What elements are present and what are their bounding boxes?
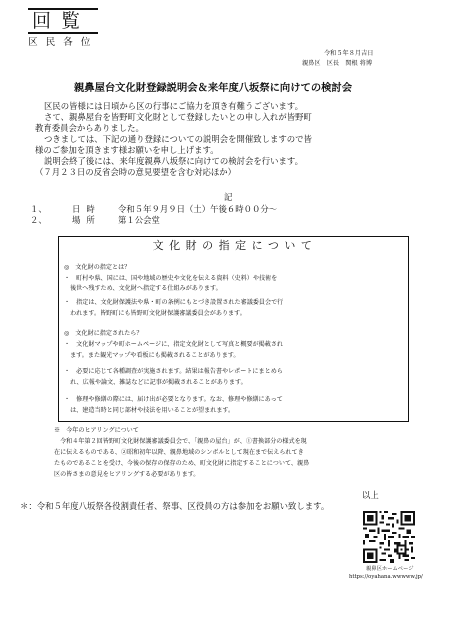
box-line: は、建造当時と同じ部材や技法を用いることが望まれます。: [64, 407, 235, 414]
box-line: ・ 指定は、文化財保護法や県・町の条例にもとづき設置された審議委員会で行: [64, 299, 284, 306]
body-line: さて、親鼻屋台を皆野町文化財として登録したいとの申し入れが皆野町: [44, 112, 312, 122]
box-line: ◎ 文化財に指定されたら？: [64, 330, 143, 337]
issue-date: 令和５年８月吉日: [324, 50, 374, 57]
box-title: 文化財の指定について: [152, 239, 318, 252]
circular-stamp: 回覧: [28, 8, 98, 34]
body-line: つきましては、下記の通り登録についての説明会を開催致しますので皆: [44, 134, 312, 144]
detail-number: ２、: [30, 215, 47, 225]
detail-value: 令和５年９月９日（土）午後６時００分～: [118, 204, 278, 214]
body-line: （７月２３日の反省会時の意見要望を含む対応ほか）: [35, 167, 236, 177]
note-heading: ※ 今年のヒアリングについて: [54, 427, 139, 434]
footnote: ＊：令和５年度八坂祭各役割責任者、祭事、区役員の方は参加をお願い致します。: [20, 501, 330, 511]
detail-label: 日時: [72, 204, 101, 214]
body-line: 説明会終了後には、来年度親鼻八坂祭に向けての検討会を行います。: [44, 156, 303, 166]
note-line: 在に伝えるものである、②昭和初年以降、親鼻地域のシンボルとして現在まで伝えられてき: [54, 449, 304, 456]
detail-number: １、: [30, 204, 47, 214]
qr-code-icon[interactable]: [363, 511, 415, 563]
body-line: 様のご参加を頂きます様お願いを申し上げます。: [35, 145, 219, 155]
detail-value: 第１公会堂: [118, 215, 160, 225]
sender-name: 親鼻区 区長 関根 将博: [302, 60, 373, 67]
box-line: ・ 町村や県、国には、国や地域の歴史や文化を伝える資料（史料）や技術を: [64, 275, 278, 282]
qr-url[interactable]: https://oyahana.wwwww.jp/: [349, 574, 423, 580]
box-line: われます。皆野町にも皆野町文化財保護審議委員会があります。: [64, 310, 246, 317]
detail-label: 場所: [72, 215, 101, 225]
note-line: たものであることを受け、今後の保存の保存のため、町文化財に指定することについて、親鼻: [54, 460, 310, 467]
recipient-label: 区民各位: [28, 37, 99, 48]
qr-caption: 親鼻区ホームページ: [366, 566, 414, 572]
box-line: ます。また観光マップや看板にも掲載されることがあります。: [64, 352, 240, 359]
note-line: 区の皆さまの意見をヒアリングする必要があります。: [54, 471, 200, 478]
box-line: 後世へ残すため、文化財へ指定する仕組みがあります。: [64, 285, 222, 292]
box-line: ◎ 文化財の指定とは？: [64, 264, 131, 271]
box-line: ・ 必要に応じて各種調査が実施されます。結果は報告書やレポートにまとめら: [64, 368, 283, 375]
box-line: れ、広報や論文、雑誌などに記事が掲載されることがあります。: [64, 379, 247, 386]
body-line: 区民の皆様には日頃から区の行事にご協力を頂き有難うございます。: [44, 101, 303, 111]
closing-text: 以上: [362, 490, 379, 500]
box-line: ・ 修理や修繕の際には、届け出が必要となります。なお、修理や修繕にあって: [64, 396, 283, 403]
box-line: ・ 文化財マップや町ホームページに、指定文化財として写真と概要が掲載され: [64, 341, 284, 348]
note-line: 令和４年第２回皆野町文化財保護審議委員会で、「親鼻の屋台」が、①書換部分の様式を現: [54, 438, 307, 445]
body-line: 教育委員会からありました。: [35, 123, 144, 133]
notice-title: 親鼻屋台文化財登録説明会＆来年度八坂祭に向けての検討会: [74, 82, 353, 94]
ki-heading: 記: [224, 192, 233, 202]
